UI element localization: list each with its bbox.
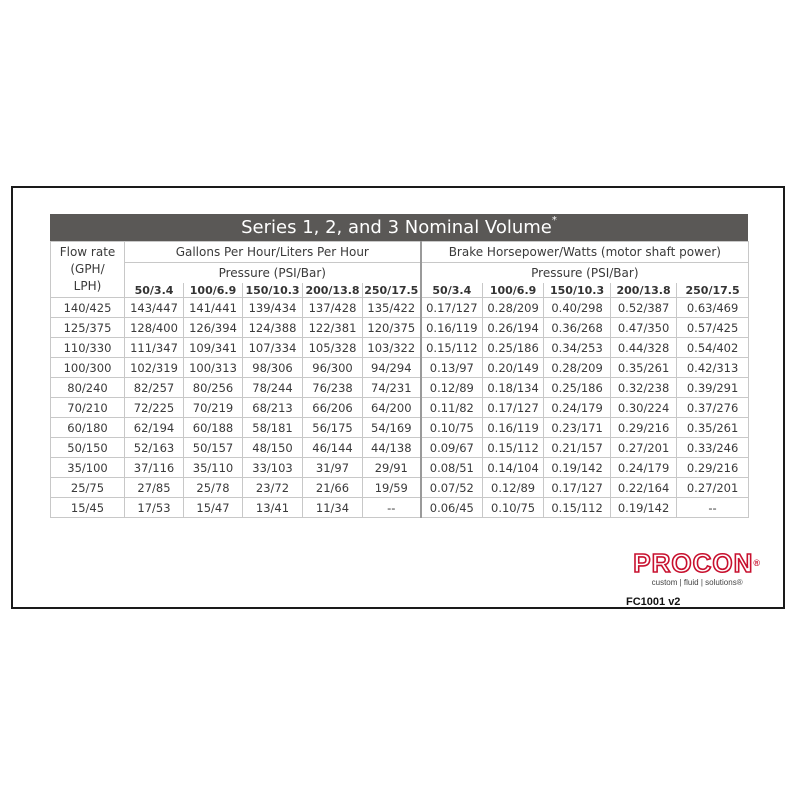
gph-lph-cell: 126/394 bbox=[184, 318, 243, 338]
bhp-watts-cell: 0.25/186 bbox=[544, 378, 611, 398]
gph-lph-cell: 120/375 bbox=[363, 318, 421, 338]
pressure-col-header: 150/10.3 bbox=[544, 283, 611, 298]
bhp-watts-cell: 0.54/402 bbox=[677, 338, 749, 358]
bhp-watts-cell: 0.39/291 bbox=[677, 378, 749, 398]
bhp-watts-cell: 0.12/89 bbox=[421, 378, 483, 398]
bhp-watts-cell: 0.35/261 bbox=[677, 418, 749, 438]
bhp-watts-cell: 0.15/112 bbox=[544, 498, 611, 518]
gph-lph-cell: 64/200 bbox=[363, 398, 421, 418]
flow-rate-cell: 100/300 bbox=[51, 358, 125, 378]
pressure-col-header: 50/3.4 bbox=[125, 283, 184, 298]
bhp-watts-cell: 0.17/127 bbox=[544, 478, 611, 498]
flow-rate-cell: 110/330 bbox=[51, 338, 125, 358]
gph-lph-cell: 54/169 bbox=[363, 418, 421, 438]
bhp-watts-cell: 0.27/201 bbox=[677, 478, 749, 498]
gph-lph-cell: 35/110 bbox=[184, 458, 243, 478]
bhp-watts-cell: 0.42/313 bbox=[677, 358, 749, 378]
procon-logo: PROCON® custom | fluid | solutions® bbox=[633, 548, 761, 587]
pressure-col-header: 100/6.9 bbox=[184, 283, 243, 298]
gph-lph-cell: -- bbox=[363, 498, 421, 518]
bhp-watts-cell: 0.29/216 bbox=[611, 418, 677, 438]
gph-lph-cell: 25/78 bbox=[184, 478, 243, 498]
gph-lph-cell: 60/188 bbox=[184, 418, 243, 438]
bhp-pressure-header: Pressure (PSI/Bar) bbox=[421, 263, 749, 284]
bhp-watts-cell: 0.08/51 bbox=[421, 458, 483, 478]
gph-lph-cell: 29/91 bbox=[363, 458, 421, 478]
table-row bbox=[51, 358, 749, 378]
gph-lph-cell: 58/181 bbox=[243, 418, 303, 438]
bhp-watts-cell: 0.16/119 bbox=[421, 318, 483, 338]
gph-lph-cell: 50/157 bbox=[184, 438, 243, 458]
bhp-watts-cell: 0.27/201 bbox=[611, 438, 677, 458]
gph-lph-cell: 31/97 bbox=[303, 458, 363, 478]
gph-lph-cell: 109/341 bbox=[184, 338, 243, 358]
bhp-watts-cell: 0.18/134 bbox=[483, 378, 544, 398]
pressure-col-header: 100/6.9 bbox=[483, 283, 544, 298]
gph-lph-cell: 100/313 bbox=[184, 358, 243, 378]
bhp-watts-cell: 0.25/186 bbox=[483, 338, 544, 358]
gph-lph-cell: 56/175 bbox=[303, 418, 363, 438]
gph-lph-cell: 102/319 bbox=[125, 358, 184, 378]
gph-lph-cell: 37/116 bbox=[125, 458, 184, 478]
gph-lph-cell: 103/322 bbox=[363, 338, 421, 358]
flow-rate-cell: 25/75 bbox=[51, 478, 125, 498]
gph-lph-cell: 139/434 bbox=[243, 298, 303, 318]
bhp-watts-cell: 0.15/112 bbox=[483, 438, 544, 458]
gph-lph-cell: 98/306 bbox=[243, 358, 303, 378]
gph-lph-cell: 122/381 bbox=[303, 318, 363, 338]
gph-lph-cell: 80/256 bbox=[184, 378, 243, 398]
bhp-watts-cell: 0.37/276 bbox=[677, 398, 749, 418]
gph-lph-cell: 135/422 bbox=[363, 298, 421, 318]
table-row bbox=[51, 378, 749, 398]
gph-lph-cell: 11/34 bbox=[303, 498, 363, 518]
gph-lph-cell: 46/144 bbox=[303, 438, 363, 458]
bhp-watts-cell: 0.10/75 bbox=[483, 498, 544, 518]
bhp-group-header: Brake Horsepower/Watts (motor shaft power) bbox=[421, 242, 749, 263]
bhp-watts-cell: 0.21/157 bbox=[544, 438, 611, 458]
pressure-col-header: 250/17.5 bbox=[363, 283, 421, 298]
pressure-col-header: 200/13.8 bbox=[303, 283, 363, 298]
gph-pressure-header: Pressure (PSI/Bar) bbox=[125, 263, 421, 284]
gph-lph-cell: 124/388 bbox=[243, 318, 303, 338]
gph-lph-cell: 143/447 bbox=[125, 298, 184, 318]
gph-lph-cell: 13/41 bbox=[243, 498, 303, 518]
gph-lph-cell: 111/347 bbox=[125, 338, 184, 358]
data-grid bbox=[50, 241, 749, 518]
gph-group-header: Gallons Per Hour/Liters Per Hour bbox=[125, 242, 421, 263]
gph-lph-cell: 19/59 bbox=[363, 478, 421, 498]
bhp-watts-cell: 0.19/142 bbox=[611, 498, 677, 518]
bhp-watts-cell: 0.06/45 bbox=[421, 498, 483, 518]
table-row bbox=[51, 398, 749, 418]
gph-lph-cell: 23/72 bbox=[243, 478, 303, 498]
gph-lph-cell: 105/328 bbox=[303, 338, 363, 358]
bhp-watts-cell: 0.44/328 bbox=[611, 338, 677, 358]
gph-lph-cell: 128/400 bbox=[125, 318, 184, 338]
flow-rate-cell: 70/210 bbox=[51, 398, 125, 418]
gph-lph-cell: 94/294 bbox=[363, 358, 421, 378]
bhp-watts-cell: 0.35/261 bbox=[611, 358, 677, 378]
bhp-watts-cell: 0.14/104 bbox=[483, 458, 544, 478]
table-row bbox=[51, 418, 749, 438]
gph-lph-cell: 137/428 bbox=[303, 298, 363, 318]
bhp-watts-cell: 0.36/268 bbox=[544, 318, 611, 338]
pressure-col-header: 200/13.8 bbox=[611, 283, 677, 298]
spec-sheet-frame bbox=[11, 186, 785, 609]
pressure-col-header: 150/10.3 bbox=[243, 283, 303, 298]
bhp-watts-cell: 0.07/52 bbox=[421, 478, 483, 498]
bhp-watts-cell: 0.47/350 bbox=[611, 318, 677, 338]
bhp-watts-cell: 0.63/469 bbox=[677, 298, 749, 318]
bhp-watts-cell: 0.23/171 bbox=[544, 418, 611, 438]
bhp-watts-cell: 0.52/387 bbox=[611, 298, 677, 318]
bhp-watts-cell: 0.20/149 bbox=[483, 358, 544, 378]
bhp-watts-cell: 0.29/216 bbox=[677, 458, 749, 478]
logo-tagline: custom | fluid | solutions® bbox=[651, 578, 743, 587]
bhp-watts-cell: 0.24/179 bbox=[544, 398, 611, 418]
gph-lph-cell: 15/47 bbox=[184, 498, 243, 518]
table-title: Series 1, 2, and 3 Nominal Volume* bbox=[50, 214, 748, 241]
gph-lph-cell: 76/238 bbox=[303, 378, 363, 398]
document-id: FC1001 v2 bbox=[626, 596, 681, 608]
gph-lph-cell: 68/213 bbox=[243, 398, 303, 418]
bhp-watts-cell: 0.12/89 bbox=[483, 478, 544, 498]
flow-rate-cell: 60/180 bbox=[51, 418, 125, 438]
gph-lph-cell: 62/194 bbox=[125, 418, 184, 438]
bhp-watts-cell: 0.17/127 bbox=[483, 398, 544, 418]
table-row bbox=[51, 498, 749, 518]
bhp-watts-cell: 0.57/425 bbox=[677, 318, 749, 338]
gph-lph-cell: 72/225 bbox=[125, 398, 184, 418]
bhp-watts-cell: 0.15/112 bbox=[421, 338, 483, 358]
gph-lph-cell: 82/257 bbox=[125, 378, 184, 398]
bhp-watts-cell: 0.32/238 bbox=[611, 378, 677, 398]
flow-rate-cell: 140/425 bbox=[51, 298, 125, 318]
gph-lph-cell: 96/300 bbox=[303, 358, 363, 378]
flow-rate-header: Flow rate (GPH/ LPH) bbox=[51, 242, 125, 298]
table-row bbox=[51, 438, 749, 458]
bhp-watts-cell: 0.34/253 bbox=[544, 338, 611, 358]
nominal-volume-table bbox=[50, 214, 748, 518]
gph-lph-cell: 52/163 bbox=[125, 438, 184, 458]
gph-lph-cell: 27/85 bbox=[125, 478, 184, 498]
gph-lph-cell: 44/138 bbox=[363, 438, 421, 458]
flow-rate-cell: 35/100 bbox=[51, 458, 125, 478]
bhp-watts-cell: 0.26/194 bbox=[483, 318, 544, 338]
pressure-col-header: 50/3.4 bbox=[421, 283, 483, 298]
gph-lph-cell: 17/53 bbox=[125, 498, 184, 518]
gph-lph-cell: 141/441 bbox=[184, 298, 243, 318]
flow-rate-cell: 80/240 bbox=[51, 378, 125, 398]
bhp-watts-cell: 0.24/179 bbox=[611, 458, 677, 478]
bhp-watts-cell: 0.40/298 bbox=[544, 298, 611, 318]
flow-rate-cell: 125/375 bbox=[51, 318, 125, 338]
bhp-watts-cell: 0.28/209 bbox=[544, 358, 611, 378]
gph-lph-cell: 21/66 bbox=[303, 478, 363, 498]
bhp-watts-cell: 0.13/97 bbox=[421, 358, 483, 378]
gph-lph-cell: 78/244 bbox=[243, 378, 303, 398]
flow-rate-cell: 15/45 bbox=[51, 498, 125, 518]
bhp-watts-cell: 0.19/142 bbox=[544, 458, 611, 478]
bhp-watts-cell: 0.11/82 bbox=[421, 398, 483, 418]
bhp-watts-cell: 0.28/209 bbox=[483, 298, 544, 318]
bhp-watts-cell: 0.09/67 bbox=[421, 438, 483, 458]
gph-lph-cell: 66/206 bbox=[303, 398, 363, 418]
table-row bbox=[51, 298, 749, 318]
pressure-col-header: 250/17.5 bbox=[677, 283, 749, 298]
gph-lph-cell: 70/219 bbox=[184, 398, 243, 418]
bhp-watts-cell: 0.10/75 bbox=[421, 418, 483, 438]
table-row bbox=[51, 458, 749, 478]
table-row bbox=[51, 338, 749, 358]
bhp-watts-cell: 0.33/246 bbox=[677, 438, 749, 458]
gph-lph-cell: 48/150 bbox=[243, 438, 303, 458]
bhp-watts-cell: -- bbox=[677, 498, 749, 518]
gph-lph-cell: 33/103 bbox=[243, 458, 303, 478]
table-row bbox=[51, 478, 749, 498]
gph-lph-cell: 74/231 bbox=[363, 378, 421, 398]
flow-rate-cell: 50/150 bbox=[51, 438, 125, 458]
table-row bbox=[51, 318, 749, 338]
bhp-watts-cell: 0.30/224 bbox=[611, 398, 677, 418]
gph-lph-cell: 107/334 bbox=[243, 338, 303, 358]
bhp-watts-cell: 0.17/127 bbox=[421, 298, 483, 318]
bhp-watts-cell: 0.16/119 bbox=[483, 418, 544, 438]
bhp-watts-cell: 0.22/164 bbox=[611, 478, 677, 498]
